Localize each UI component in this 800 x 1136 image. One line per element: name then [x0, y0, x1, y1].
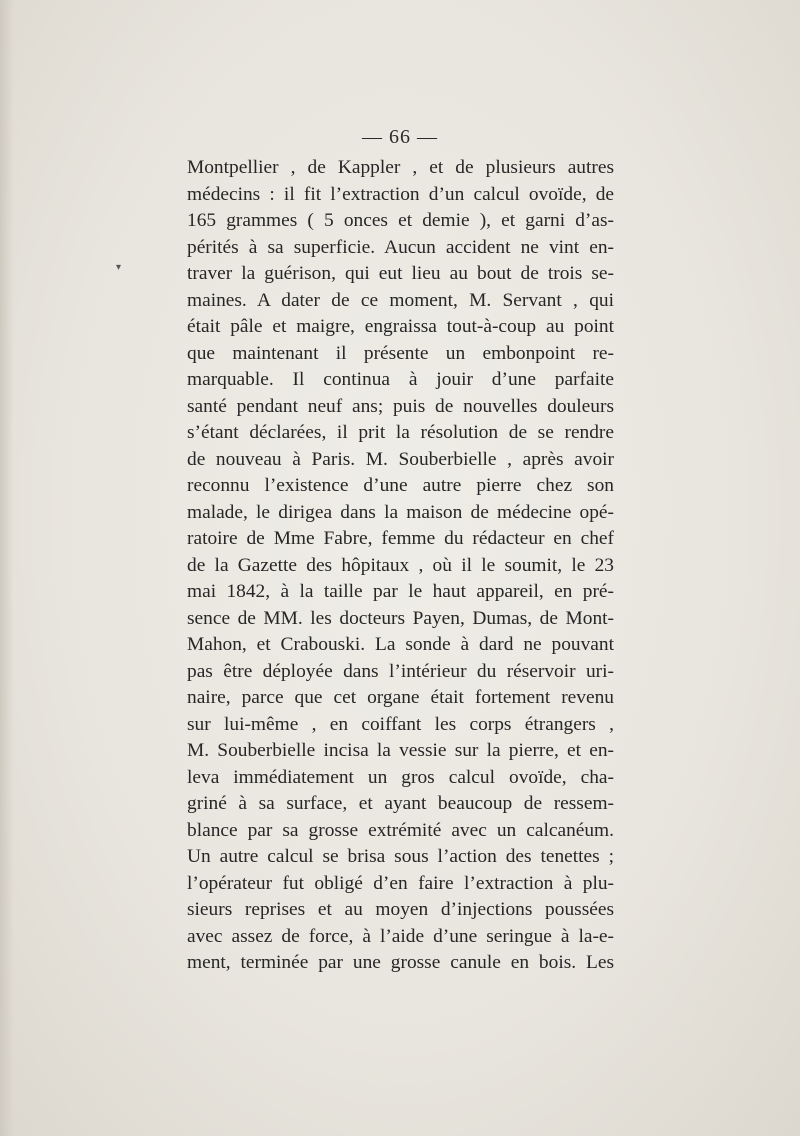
stray-ink-mark: ▾ — [116, 262, 122, 273]
text-line: était pâle et maigre, engraissa tout-à-coup au point — [187, 316, 614, 337]
text-line: sence de MM. les docteurs Payen, Dumas, de Mont- — [187, 607, 614, 629]
text-line: sieurs reprises et au moyen d’injections poussées — [187, 899, 614, 920]
text-line: maines. A dater de ce moment, M. Servant , qui — [187, 289, 614, 311]
text-line: reconnu l’existence d’une autre pierre chez son — [187, 475, 614, 496]
page-number: — 66 — — [362, 126, 438, 148]
text-line: sur lui-même , en coiffant les corps étrangers , — [187, 713, 614, 735]
text-line: ment, terminée par une grosse canule en bois. Les — [187, 952, 614, 973]
text-line: mai 1842, à la taille par le haut appareil, en pré- — [187, 581, 614, 602]
text-line: naire, parce que cet organe était fortement revenu — [187, 687, 614, 708]
text-line: malade, le dirigea dans la maison de médecine opé- — [187, 501, 614, 523]
text-line: marquable. Il continua à jouir d’une parfaite — [187, 369, 614, 390]
text-line: avec assez de force, à l’aide d’une seringue à la-e- — [187, 925, 614, 947]
text-line: ratoire de Mme Fabre, femme du rédacteur en chef — [187, 528, 614, 549]
text-line: pas être déployée dans l’intérieur du réservoir uri- — [187, 660, 614, 682]
text-line: de nouveau à Paris. M. Souberbielle , après avoir — [187, 448, 614, 470]
text-line: M. Souberbielle incisa la vessie sur la pierre, et en- — [187, 740, 614, 761]
text-line: 165 grammes ( 5 onces et demie ), et garni d’as- — [187, 210, 614, 231]
text-line: blance par sa grosse extrémité avec un calcanéum. — [187, 819, 614, 841]
body-text — [187, 155, 614, 977]
text-line: Un autre calcul se brisa sous l’action des tenettes ; — [187, 846, 614, 867]
page-gutter-shadow — [0, 0, 14, 1136]
text-line: traver la guérison, qui eut lieu au bout de trois se- — [187, 263, 614, 284]
text-line: pérités à sa superficie. Aucun accident ne vint en- — [187, 236, 614, 258]
text-line: que maintenant il présente un embonpoint re- — [187, 342, 614, 364]
text-line: leva immédiatement un gros calcul ovoïde, cha- — [187, 766, 614, 788]
text-line: santé pendant neuf ans; puis de nouvelles douleurs — [187, 395, 614, 417]
text-line: médecins : il fit l’extraction d’un calcul ovoïde, de — [187, 183, 614, 205]
text-line: Montpellier , de Kappler , et de plusieurs autres — [187, 157, 614, 178]
text-line: Mahon, et Crabouski. La sonde à dard ne pouvant — [187, 634, 614, 655]
text-line: de la Gazette des hôpitaux , où il le soumit, le 23 — [187, 554, 614, 576]
text-line: griné à sa surface, et ayant beaucoup de ressem- — [187, 793, 614, 814]
text-line: s’étant déclarées, il prit la résolution de se rendre — [187, 422, 614, 443]
text-line: l’opérateur fut obligé d’en faire l’extraction à plu- — [187, 872, 614, 894]
